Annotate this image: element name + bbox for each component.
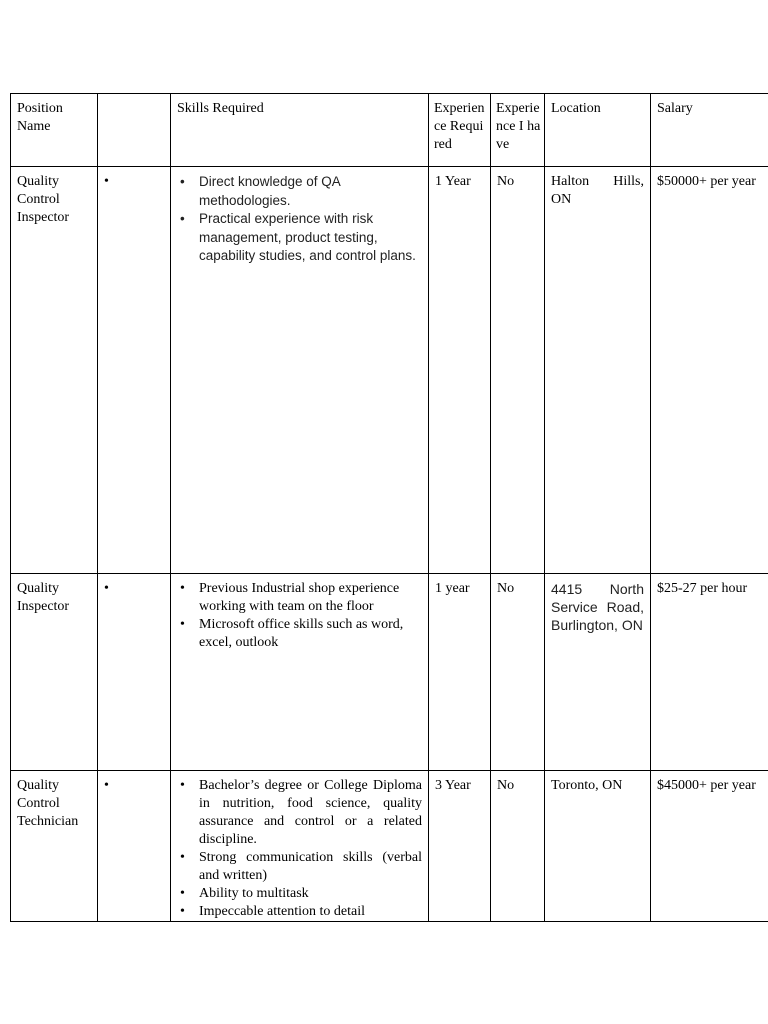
salary: $50000+ per year [651, 167, 768, 574]
skill-item: • Bachelor’s degree or College Diploma in nutrition, food science, quality assurance and control or a related discipline. [199, 777, 422, 849]
header-row [11, 94, 768, 167]
job-comparison-table [10, 93, 768, 922]
header-exp-have: Experience I have [491, 94, 545, 167]
skills-cell [171, 167, 429, 574]
skills-cell [171, 574, 429, 771]
skill-item: • Direct knowledge of QA methodologies. [199, 173, 422, 210]
salary: $25-27 per hour [651, 574, 768, 771]
table-row [11, 167, 768, 574]
skill-item: • Practical experience with risk management, product testing, capability studies, and control plans. [199, 210, 422, 266]
bullet-marker: • [98, 574, 171, 771]
experience-required: 1 year [429, 574, 491, 771]
skill-item: • Previous Industrial shop experience working with team on the floor [199, 580, 422, 616]
experience-have: No [491, 771, 545, 922]
skill-item: • Strong communication skills (verbal and written) [199, 849, 422, 885]
location: Toronto, ON [545, 771, 651, 922]
position-name: Quality Inspector [11, 574, 98, 771]
header-skills: Skills Required [171, 94, 429, 167]
position-name: Quality Control Technician [11, 771, 98, 922]
header-exp-required: Experience Required [429, 94, 491, 167]
skill-item: • Impeccable attention to detail [199, 903, 422, 921]
salary: $45000+ per year [651, 771, 768, 922]
experience-required: 1 Year [429, 167, 491, 574]
skill-item: • Ability to multitask [199, 885, 422, 903]
experience-have: No [491, 574, 545, 771]
header-location: Location [545, 94, 651, 167]
table-row [11, 574, 768, 771]
table-row [11, 771, 768, 922]
bullet-marker: • [98, 167, 171, 574]
header-salary: Salary [651, 94, 768, 167]
location: 4415 North Service Road, Burlington, ON [545, 574, 651, 771]
position-name: Quality Control Inspector [11, 167, 98, 574]
location: Halton Hills, ON [545, 167, 651, 574]
skills-cell [171, 771, 429, 922]
header-bullet [98, 94, 171, 167]
bullet-marker: • [98, 771, 171, 922]
experience-required: 3 Year [429, 771, 491, 922]
header-position: Position Name [11, 94, 98, 167]
experience-have: No [491, 167, 545, 574]
skill-item: • Microsoft office skills such as word, excel, outlook [199, 616, 422, 652]
